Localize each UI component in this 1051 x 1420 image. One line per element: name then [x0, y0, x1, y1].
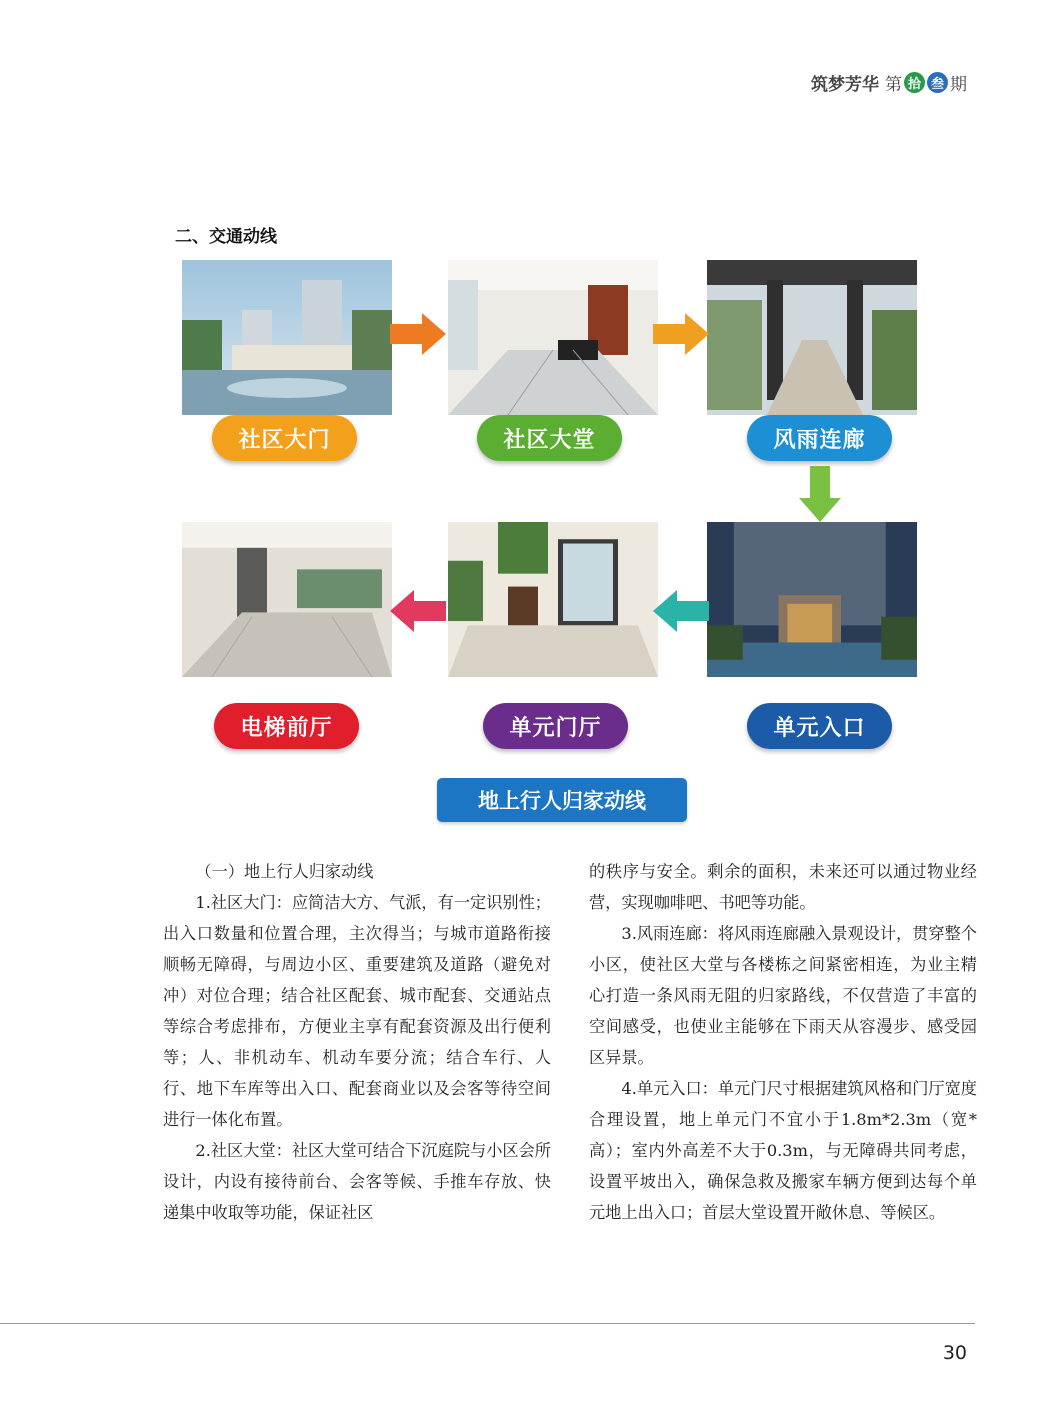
footer-divider: [0, 1323, 975, 1324]
arrow-right-1: [390, 313, 446, 355]
magazine-title: 筑梦芳华: [811, 75, 879, 95]
arrow-right-2: [653, 313, 709, 355]
arrow-down: [799, 466, 841, 522]
magazine-header: [811, 70, 967, 95]
paragraph-lobby-continued: 的秩序与安全。剩余的面积，未来还可以通过物业经营，实现咖啡吧、书吧等功能。: [589, 862, 977, 912]
arrow-left-2: [390, 590, 446, 632]
issue-digit-1: 拾: [904, 72, 925, 93]
step-elevator-lobby: 电梯前厅: [214, 703, 359, 749]
body-column-right: [589, 856, 977, 1228]
paragraph-community-gate: 1.社区大门：应简洁大方、气派，有一定识别性；出入口数量和位置合理，主次得当；与城市道路衔接顺畅无障碍，与周边小区、重要建筑及道路（避免对冲）对位合理；结合社区配套、城市配套、交通站点等综合考虑排布，方便业主享有配套资源及出行便利等；人、非机动车、机动车要分流；结合车行、人行、地下车库等出入口、配套商业以及会客等待空间进行一体化布置。: [163, 893, 551, 1129]
community-lobby-photo: [448, 260, 658, 415]
step-community-gate: 社区大门: [212, 415, 357, 461]
community-gate-photo: [182, 260, 392, 415]
paragraph-covered-corridor: 3.风雨连廊：将风雨连廊融入景观设计，贯穿整个小区，使社区大堂与各楼栋之间紧密相连，为业主精心打造一条风雨无阻的归家路线，不仅营造了丰富的空间感受，也使业主能够在下雨天从容漫步、感受园区异景。: [589, 924, 977, 1067]
body-column-left: [163, 856, 551, 1228]
issue-suffix: 期: [950, 75, 967, 95]
unit-lobby-photo: [448, 522, 658, 677]
issue-number: [885, 70, 967, 95]
step-unit-lobby: 单元门厅: [483, 703, 628, 749]
subsection-heading: （一）地上行人归家动线: [195, 862, 374, 881]
elevator-lobby-photo: [182, 522, 392, 677]
issue-prefix: 第: [885, 75, 902, 95]
flow-banner: 地上行人归家动线: [437, 778, 687, 822]
arrow-left-1: [653, 590, 709, 632]
covered-corridor-photo: [707, 260, 917, 415]
paragraph-community-lobby: 2.社区大堂：社区大堂可结合下沉庭院与小区会所设计，内设有接待前台、会客等候、手推车存放、快递集中收取等功能，保证社区: [163, 1141, 551, 1222]
step-unit-entrance: 单元入口: [747, 703, 892, 749]
unit-entrance-photo: [707, 522, 917, 677]
step-covered-corridor: 风雨连廊: [747, 415, 892, 461]
paragraph-unit-entrance: 4.单元入口：单元门尺寸根据建筑风格和门厅宽度合理设置，地上单元门不宜小于1.8m*2.3m（宽*高）；室内外高差不大于0.3m，与无障碍共同考虑，设置平坡出入，确保急救及搬家车辆方便到达每个单元地上出入口；首层大堂设置开敞休息、等候区。: [589, 1079, 977, 1222]
section-title: 二、交通动线: [175, 227, 277, 247]
issue-digit-2: 叁: [927, 72, 948, 93]
page-number: 30: [942, 1342, 967, 1364]
step-community-lobby: 社区大堂: [477, 415, 622, 461]
